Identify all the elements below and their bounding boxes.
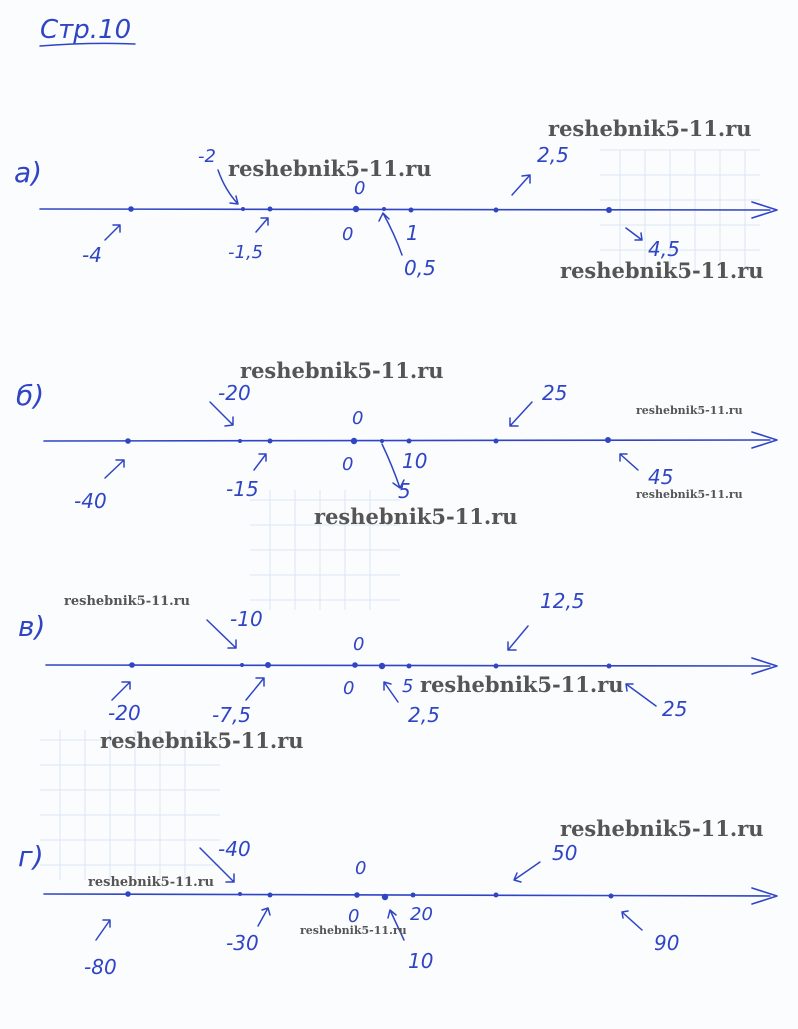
- point-dot: [129, 662, 135, 668]
- line-label-c: в): [18, 610, 46, 643]
- point-dot: [128, 206, 134, 212]
- point-dot: [352, 662, 358, 668]
- pointer-arrow-icon: [384, 682, 398, 702]
- watermark-text: reshebnik5-11.ru: [100, 728, 304, 753]
- point-label: -40: [74, 489, 107, 513]
- point-label: 10: [402, 449, 428, 473]
- line-label-d: г): [18, 840, 44, 873]
- point-label: 20: [410, 904, 433, 925]
- point-dot: [380, 439, 384, 443]
- point-label: 0: [342, 454, 354, 475]
- pointer-arrow-icon: [258, 908, 270, 926]
- point-label: -7,5: [212, 703, 252, 727]
- number-line-d: [18, 837, 777, 979]
- watermark-text: reshebnik5-11.ru: [548, 116, 752, 141]
- point-label: 10: [408, 949, 434, 973]
- watermark-text: reshebnik5-11.ru: [314, 504, 518, 529]
- watermark-text: reshebnik5-11.ru: [560, 816, 764, 841]
- point-label: 0: [342, 224, 354, 245]
- point-label: 45: [648, 465, 674, 489]
- point-dot: [494, 893, 499, 898]
- point-label: 0,5: [404, 256, 436, 280]
- point-dot: [407, 664, 412, 669]
- pointer-arrow-icon: [508, 626, 528, 650]
- pointer-arrow-icon: [105, 225, 120, 240]
- point-dot: [382, 894, 388, 900]
- point-dot: [609, 894, 614, 899]
- point-label: 25: [662, 697, 688, 721]
- zero-label-above: 0: [353, 634, 365, 655]
- pointer-arrow-icon: [626, 684, 656, 706]
- point-label: 0: [348, 906, 360, 927]
- line-label-b: б): [16, 379, 45, 412]
- point-label: 12,5: [540, 589, 585, 613]
- number-line-c: [18, 589, 777, 727]
- point-label: 2,5: [408, 703, 440, 727]
- point-label: 1: [406, 221, 419, 245]
- point-label: -20: [218, 381, 251, 405]
- point-dot: [125, 891, 131, 897]
- point-dot: [238, 892, 242, 896]
- watermark-text: reshebnik5-11.ru: [300, 924, 407, 937]
- point-label: 90: [654, 931, 680, 955]
- point-dot: [607, 664, 612, 669]
- point-dot: [268, 893, 273, 898]
- pointer-arrow-icon: [112, 682, 130, 700]
- point-dot: [268, 207, 273, 212]
- pointer-arrow-icon: [514, 862, 540, 882]
- point-dot: [265, 662, 271, 668]
- pointer-arrow-icon: [246, 678, 264, 700]
- point-label: -20: [108, 701, 141, 725]
- point-dot: [411, 893, 416, 898]
- watermark-text: reshebnik5-11.ru: [636, 488, 743, 501]
- zero-label-above: 0: [355, 858, 367, 879]
- axis-line: [40, 209, 770, 210]
- line-label-a: а): [14, 156, 43, 189]
- point-label: -80: [84, 955, 117, 979]
- watermark-text: reshebnik5-11.ru: [240, 358, 444, 383]
- watermark-text: reshebnik5-11.ru: [420, 672, 624, 697]
- pointer-arrow-icon: [622, 911, 642, 930]
- point-dot: [606, 207, 612, 213]
- point-label: 50: [552, 841, 578, 865]
- watermark-text: reshebnik5-11.ru: [64, 594, 191, 609]
- page-heading-text: Стр.10: [40, 15, 132, 45]
- point-dot: [409, 208, 414, 213]
- point-dot: [379, 663, 385, 669]
- point-label: -2: [198, 146, 216, 167]
- pointer-arrow-icon: [105, 460, 124, 478]
- point-label: 4,5: [648, 237, 680, 261]
- watermark-text: reshebnik5-11.ru: [560, 258, 764, 283]
- pointer-arrow-icon: [379, 213, 402, 255]
- page-heading: [40, 15, 135, 46]
- point-dot: [605, 437, 611, 443]
- point-dot: [268, 439, 273, 444]
- point-label: -1,5: [228, 242, 264, 263]
- pointer-arrow-icon: [512, 175, 530, 195]
- point-label: -40: [218, 837, 251, 861]
- point-dot: [407, 439, 412, 444]
- point-label: -15: [226, 477, 259, 501]
- point-label: 25: [542, 381, 568, 405]
- point-dot: [382, 207, 386, 211]
- point-dot: [353, 206, 359, 212]
- axis-line: [44, 894, 770, 896]
- point-dot: [240, 663, 244, 667]
- pointer-arrow-icon: [210, 402, 233, 426]
- point-label: -30: [226, 931, 259, 955]
- watermark-text: reshebnik5-11.ru: [228, 156, 432, 181]
- point-dot: [494, 208, 499, 213]
- point-dot: [238, 439, 242, 443]
- point-label: 2,5: [537, 143, 569, 167]
- point-dot: [125, 438, 131, 444]
- pointer-arrow-icon: [510, 402, 532, 426]
- point-label: -4: [82, 243, 102, 267]
- watermark-text: reshebnik5-11.ru: [88, 875, 215, 890]
- point-label: 5: [402, 676, 414, 697]
- pointer-arrow-icon: [256, 218, 268, 232]
- point-dot: [351, 438, 357, 444]
- point-dot: [494, 664, 499, 669]
- pointer-arrow-icon: [254, 454, 266, 470]
- point-label: -10: [230, 607, 263, 631]
- watermark-text: reshebnik5-11.ru: [636, 404, 743, 417]
- pointer-arrow-icon: [626, 228, 642, 240]
- pointer-arrow-icon: [620, 454, 638, 470]
- point-dot: [241, 207, 245, 211]
- point-label: 5: [398, 479, 411, 503]
- zero-label-above: 0: [354, 178, 366, 199]
- pointer-arrow-icon: [96, 920, 110, 940]
- point-label: 0: [343, 678, 355, 699]
- point-dot: [494, 439, 499, 444]
- zero-label-above: 0: [352, 408, 364, 429]
- point-dot: [354, 892, 360, 898]
